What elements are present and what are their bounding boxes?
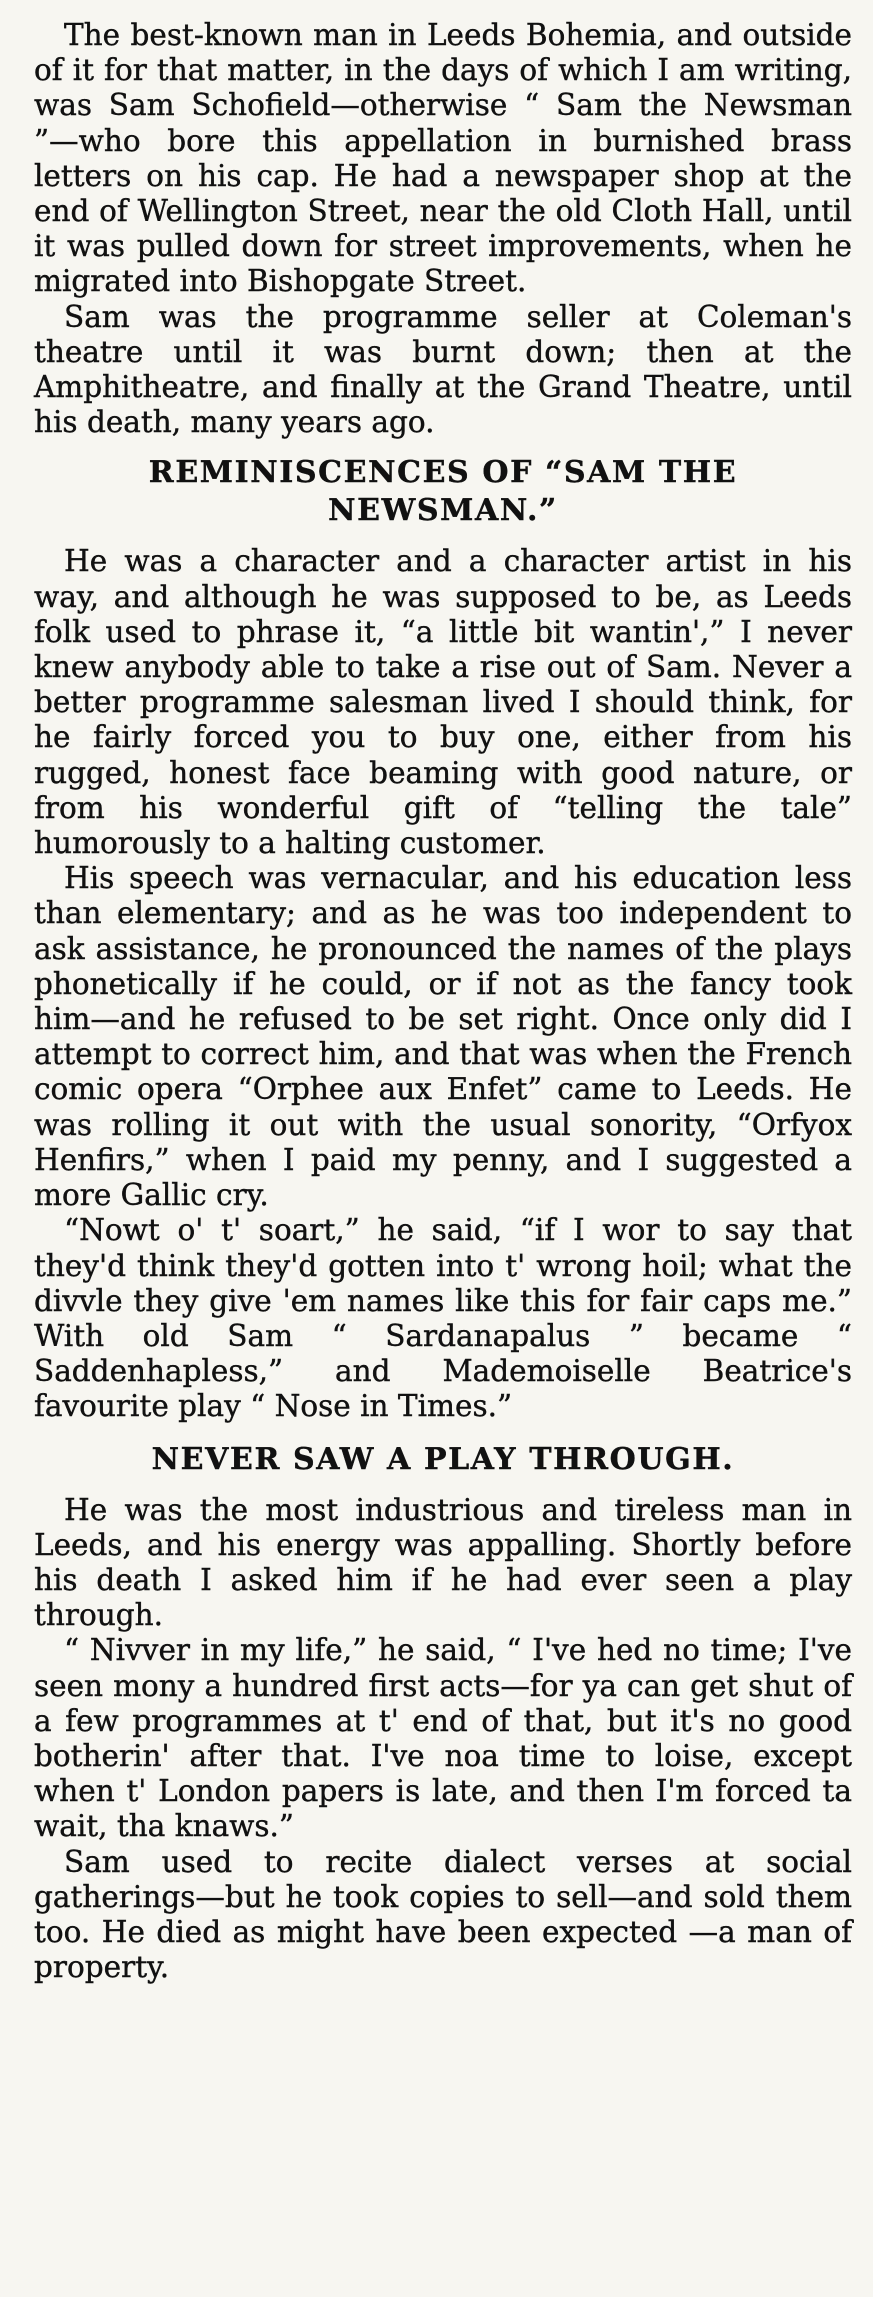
section-heading-reminiscences: REMINISCENCES OF “SAM THE NEWSMAN.” bbox=[148, 455, 738, 529]
paragraph-character: He was a character and a character artist in his way, and although he was supposed to be, as Leeds folk used to phrase it, “a little bit wantin',” I never knew anybody able to take a rise out of Sam. Never a better programme salesman lived I should think, for he fairly forced you to buy one, either from his rugged, honest face beaming with good nature, or from his wonderful gift of “telling the tale” humorously to a halting customer. bbox=[34, 544, 852, 861]
paragraph-nowt: “Nowt o' t' soart,” he said, “if I wor to say that they'd think they'd gotten into t' wrong hoil; what the divvle they give 'em names like this for fair caps me.” With old Sam “ Sardanapalus ” became “ Saddenhapless,” and Mademoiselle Beatrice's favourite play “ Nose in Times.” bbox=[34, 1213, 852, 1424]
paragraph-programme-seller: Sam was the programme seller at Coleman's theatre until it was burnt down; then at the Amphitheatre, and finally at the Grand Theatre, until his death, many years ago. bbox=[34, 299, 852, 440]
paragraph-industrious: He was the most industrious and tireless man in Leeds, and his energy was appalling. Shortly before his death I asked him if he had ever seen a play through. bbox=[34, 1492, 852, 1633]
section-heading-never-saw: NEVER SAW A PLAY THROUGH. bbox=[151, 1441, 735, 1477]
article-column bbox=[34, 18, 852, 1985]
paragraph-nivver: “ Nivver in my life,” he said, “ I've hed no time; I've seen mony a hundred first acts—for ya can get shut of a few programmes at t' end of that, but it's no good botherin' after that. I've noa time to loise, except when t' London papers is late, and then I'm forced ta wait, tha knaws.” bbox=[34, 1633, 852, 1844]
paragraph-speech: His speech was vernacular, and his education less than elementary; and as he was too independent to ask assistance, he pronounced the names of the plays phonetically if he could, or if not as the fancy took him—and he refused to be set right. Once only did I attempt to correct him, and that was when the French comic opera “Orphee aux Enfet” came to Leeds. He was rolling it out with the usual sonority, “Orfyox Henfirs,” when I paid my penny, and I suggested a more Gallic cry. bbox=[34, 861, 852, 1213]
paragraph-recite: Sam used to recite dialect verses at social gatherings—but he took copies to sell—and sold them too. He died as might have been expected —a man of property. bbox=[34, 1844, 852, 1985]
paragraph-intro: The best-known man in Leeds Bohemia, and outside of it for that matter, in the days of which I am writing, was Sam Schofield—otherwise “ Sam the Newsman ”—who bore this appellation in burnished brass letters on his cap. He had a newspaper shop at the end of Wellington Street, near the old Cloth Hall, until it was pulled down for street improvements, when he migrated into Bishopgate Street. bbox=[34, 18, 852, 299]
